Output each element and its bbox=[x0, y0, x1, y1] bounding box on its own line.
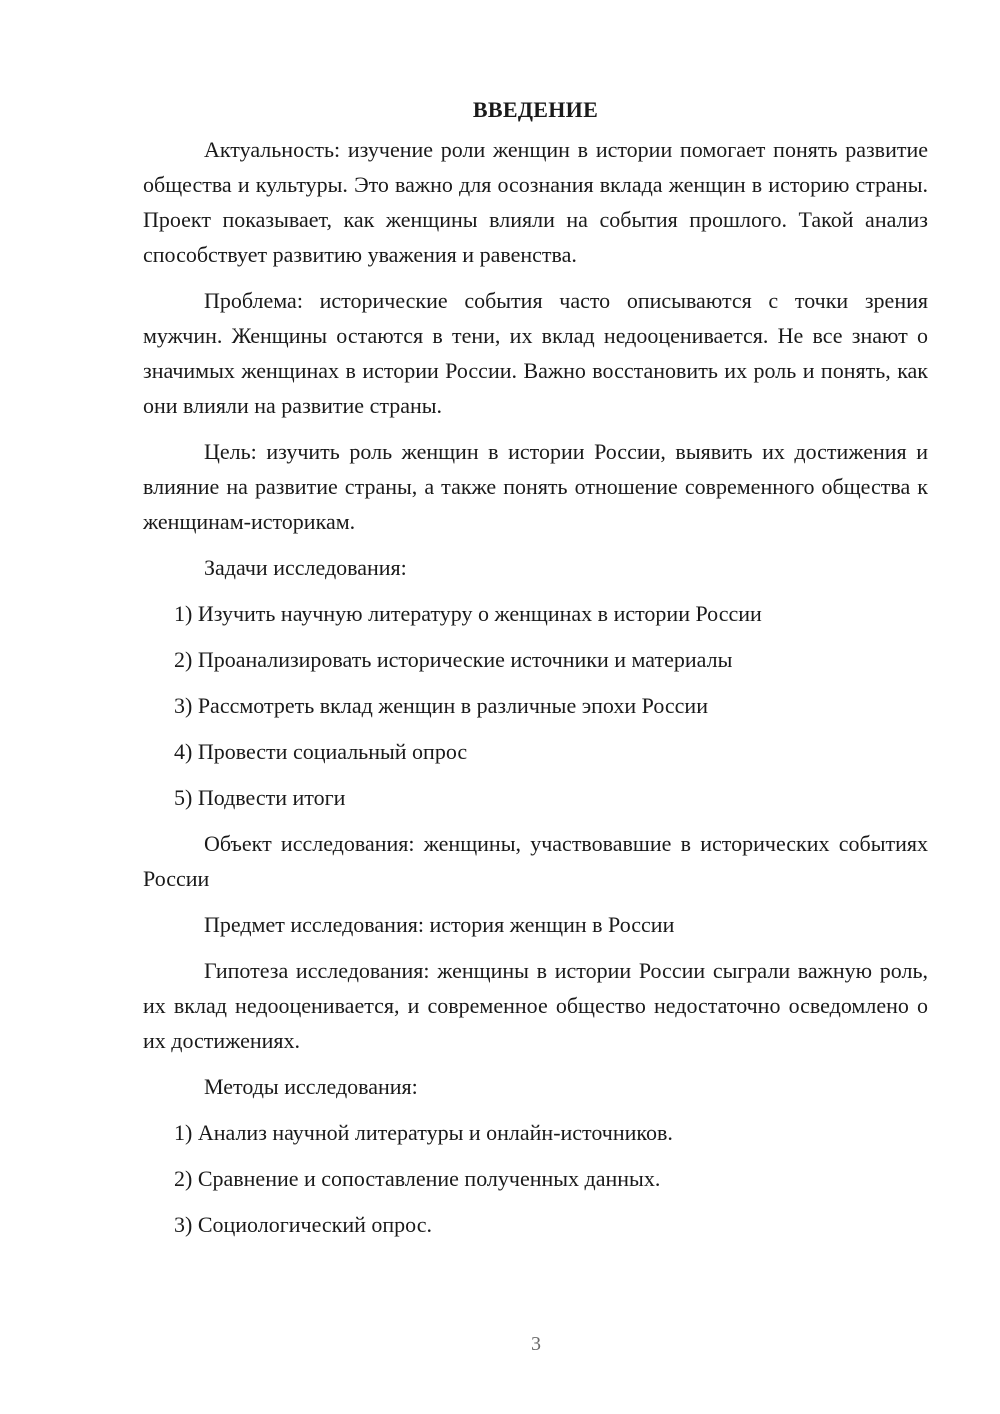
relevance-paragraph: Актуальность: изучение роли женщин в истории помогает понять развитие общества и культуры. Это важно для осознания вклада женщин в историю страны. Проект показывает, как женщины влияли на события прошлого. Такой анализ способствует развитию уважения и равенства. bbox=[143, 137, 928, 267]
list-item: 2) Проанализировать исторические источники и материалы bbox=[174, 647, 733, 672]
list-item: 3) Социологический опрос. bbox=[174, 1212, 432, 1237]
document-page bbox=[143, 92, 928, 1253]
list-item: 1) Анализ научной литературы и онлайн-источников. bbox=[174, 1120, 673, 1145]
list-item: 3) Рассмотреть вклад женщин в различные эпохи России bbox=[174, 693, 708, 718]
goal-paragraph: Цель: изучить роль женщин в истории России, выявить их достижения и влияние на развитие страны, а также понять отношение современного общества к женщинам-историкам. bbox=[143, 439, 928, 534]
list-item: 4) Провести социальный опрос bbox=[174, 739, 468, 764]
object-paragraph: Объект исследования: женщины, участвовавшие в исторических событиях России bbox=[143, 831, 928, 891]
list-item: 1) Изучить научную литературу о женщинах в истории России bbox=[174, 601, 762, 626]
hypothesis-paragraph: Гипотеза исследования: женщины в истории России сыграли важную роль, их вклад недооценивается, и современное общество недостаточно осведомлено о их достижениях. bbox=[143, 958, 928, 1053]
subject-line: Предмет исследования: история женщин в России bbox=[204, 912, 675, 937]
methods-heading: Методы исследования: bbox=[204, 1074, 418, 1099]
list-item: 2) Сравнение и сопоставление полученных данных. bbox=[174, 1166, 661, 1191]
tasks-heading: Задачи исследования: bbox=[204, 555, 407, 580]
tasks-list bbox=[143, 596, 928, 815]
problem-paragraph: Проблема: исторические события часто описываются с точки зрения мужчин. Женщины остаются в тени, их вклад недооценивается. Не все знают о значимых женщинах в истории России. Важно восстановить их роль и понять, как они влияли на развитие страны. bbox=[143, 288, 928, 418]
list-item: 5) Подвести итоги bbox=[174, 785, 346, 810]
page-title: ВВЕДЕНИЕ bbox=[472, 97, 599, 122]
methods-list bbox=[143, 1115, 928, 1242]
page-number: 3 bbox=[531, 1333, 541, 1355]
